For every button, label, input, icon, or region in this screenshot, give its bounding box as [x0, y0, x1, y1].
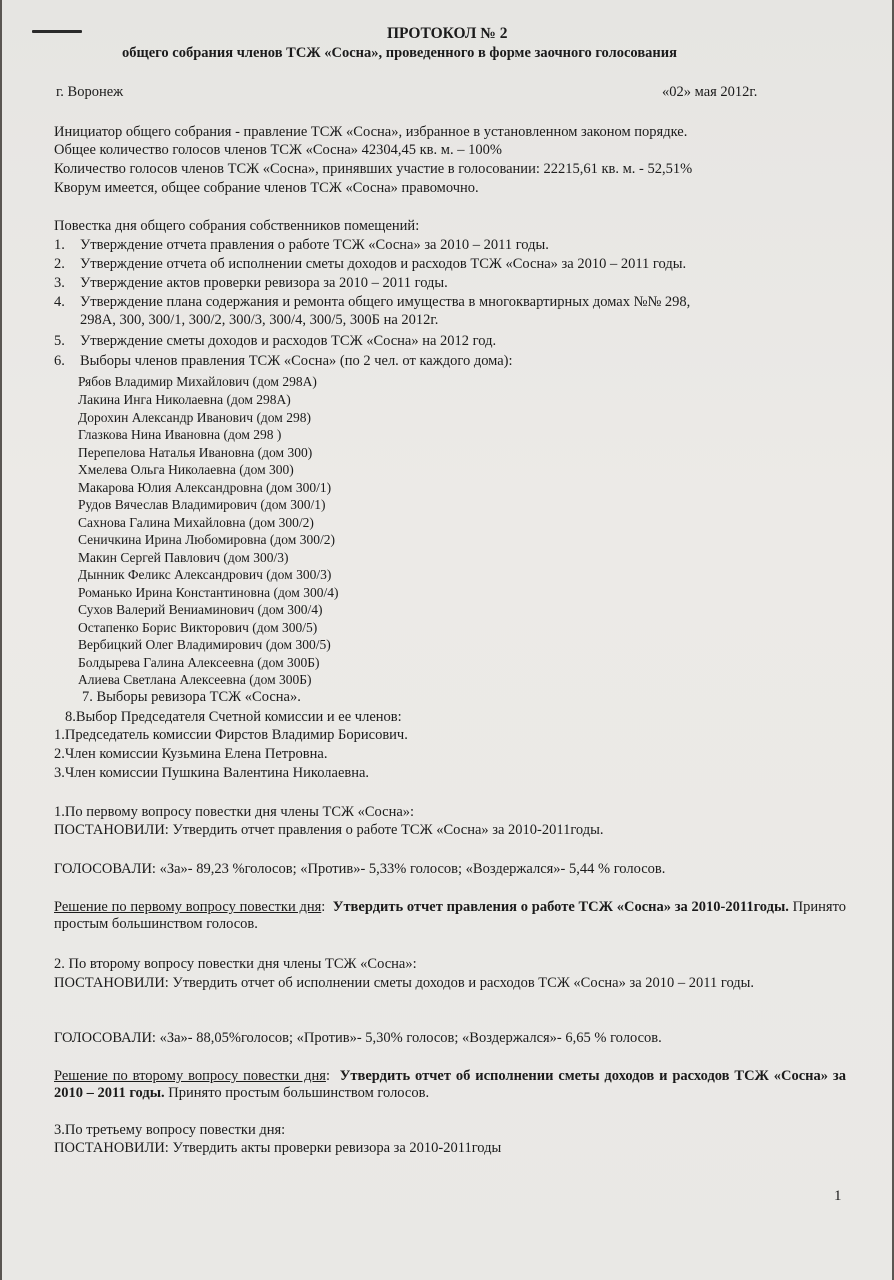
agenda-item-8: 8.Выбор Председателя Счетной комиссии и ее членов:: [65, 709, 402, 725]
question-2-resolved: ПОСТАНОВИЛИ: Утвердить отчет об исполнении сметы доходов и расходов ТСЖ «Сосна» за 2010 – 2011 годы.: [54, 975, 755, 991]
document-title: ПРОТОКОЛ № 2: [387, 25, 508, 42]
ink-mark: [32, 30, 82, 33]
question-2-voted: ГОЛОСОВАЛИ: «За»- 88,05%голосов; «Против»- 5,30% голосов; «Воздержался»- 6,65 % голосов.: [54, 1030, 662, 1046]
question-1-decision: Решение по первому вопросу повестки дня: Утвердить отчет правления о работе ТСЖ «Сосна» за 2010-2011годы. Принято простым большинством голосов.: [54, 899, 846, 932]
info-line: Количество голосов членов ТСЖ «Сосна», принявших участие в голосовании: 22215,61 кв. м. - 52,51%: [54, 161, 693, 177]
agenda-heading: Повестка дня общего собрания собственников помещений:: [54, 218, 420, 234]
decision-text: Утвердить отчет об исполнении сметы доходов и расходов ТСЖ «Сосна» за 2010 – 2011 годы.: [54, 1068, 846, 1101]
decision-note: Принято простым большинством голосов.: [164, 1085, 430, 1101]
agenda-item: Утверждение отчета правления о работе ТСЖ «Сосна» за 2010 – 2011 годы.: [80, 237, 549, 253]
decision-label: Решение по первому вопросу повестки дня: [54, 899, 322, 915]
document-page: [2, 0, 892, 1280]
board-member: Макарова Юлия Александровна (дом 300/1): [78, 480, 332, 495]
question-2-decision: Решение по второму вопросу повестки дня: Утвердить отчет об исполнении сметы доходов и расходов ТСЖ «Сосна» за 2010 – 2011 годы. Принято простым большинством голосов.: [54, 1068, 846, 1101]
board-member: Вербицкий Олег Владимирович (дом 300/5): [78, 637, 331, 652]
decision-text: Утвердить отчет правления о работе ТСЖ «Сосна» за 2010-2011годы.: [332, 899, 789, 915]
info-line: Инициатор общего собрания - правление ТСЖ «Сосна», избранное в установленном законом порядке.: [54, 124, 688, 140]
agenda-number: 3.: [54, 275, 65, 291]
decision-note: Принято простым большинством голосов.: [54, 899, 846, 932]
question-1-resolved: ПОСТАНОВИЛИ: Утвердить отчет правления о работе ТСЖ «Сосна» за 2010-2011годы.: [54, 822, 604, 838]
board-member: Макин Сергей Павлович (дом 300/3): [78, 550, 289, 565]
city: г. Воронеж: [56, 84, 124, 100]
board-member: Сеничкина Ирина Любомировна (дом 300/2): [78, 532, 335, 547]
board-member: Романько Ирина Константиновна (дом 300/4): [78, 585, 339, 600]
commission-member: 2.Член комиссии Кузьмина Елена Петровна.: [54, 746, 328, 762]
board-member: Сухов Валерий Вениаминович (дом 300/4): [78, 602, 323, 617]
agenda-number: 4.: [54, 294, 65, 310]
board-member: Лакина Инга Николаевна (дом 298А): [78, 392, 291, 407]
agenda-item: Выборы членов правления ТСЖ «Сосна» (по 2 чел. от каждого дома):: [80, 353, 513, 369]
board-member: Глазкова Нина Ивановна (дом 298 ): [78, 427, 282, 442]
agenda-number: 6.: [54, 353, 65, 369]
agenda-item-continued: 298А, 300, 300/1, 300/2, 300/3, 300/4, 300/5, 300Б на 2012г.: [80, 312, 439, 328]
board-member: Остапенко Борис Викторович (дом 300/5): [78, 620, 318, 635]
page-number: 1: [834, 1188, 842, 1204]
agenda-item: Утверждение сметы доходов и расходов ТСЖ «Сосна» на 2012 год.: [80, 333, 497, 349]
board-member: Дорохин Александр Иванович (дом 298): [78, 410, 311, 425]
question-3-resolved: ПОСТАНОВИЛИ: Утвердить акты проверки ревизора за 2010-2011годы: [54, 1140, 502, 1156]
board-member: Алиева Светлана Алексеевна (дом 300Б): [78, 672, 312, 687]
board-member: Болдырева Галина Алексеевна (дом 300Б): [78, 655, 320, 670]
question-2-intro: 2. По второму вопросу повестки дня члены ТСЖ «Сосна»:: [54, 956, 417, 972]
agenda-item: Утверждение отчета об исполнении сметы доходов и расходов ТСЖ «Сосна» за 2010 – 2011 годы.: [80, 256, 687, 272]
board-member: Рябов Владимир Михайлович (дом 298А): [78, 374, 317, 389]
agenda-item: Утверждение актов проверки ревизора за 2010 – 2011 годы.: [80, 275, 448, 291]
question-3-intro: 3.По третьему вопросу повестки дня:: [54, 1122, 286, 1138]
date: «02» мая 2012г.: [662, 84, 758, 100]
decision-label: Решение по второму вопросу повестки дня: [54, 1068, 326, 1084]
board-member: Перепелова Наталья Ивановна (дом 300): [78, 445, 313, 460]
agenda-number: 5.: [54, 333, 65, 349]
question-1-intro: 1.По первому вопросу повестки дня члены ТСЖ «Сосна»:: [54, 804, 415, 820]
info-line: Общее количество голосов членов ТСЖ «Сосна» 42304,45 кв. м. – 100%: [54, 142, 502, 158]
board-member: Сахнова Галина Михайловна (дом 300/2): [78, 515, 314, 530]
agenda-number: 1.: [54, 237, 65, 253]
board-member: Дынник Феликс Александрович (дом 300/3): [78, 567, 332, 582]
info-line: Кворум имеется, общее собрание членов ТСЖ «Сосна» правомочно.: [54, 180, 479, 196]
commission-member: 1.Председатель комиссии Фирстов Владимир Борисович.: [54, 727, 408, 743]
document-subtitle: общего собрания членов ТСЖ «Сосна», проведенного в форме заочного голосования: [122, 45, 677, 61]
agenda-item: Утверждение плана содержания и ремонта общего имущества в многоквартирных домах №№ 298,: [80, 294, 691, 310]
board-member: Рудов Вячеслав Владимирович (дом 300/1): [78, 497, 326, 512]
agenda-item-7: 7. Выборы ревизора ТСЖ «Сосна».: [82, 689, 301, 705]
board-member: Хмелева Ольга Николаевна (дом 300): [78, 462, 294, 477]
commission-member: 3.Член комиссии Пушкина Валентина Николаевна.: [54, 765, 370, 781]
agenda-number: 2.: [54, 256, 65, 272]
question-1-voted: ГОЛОСОВАЛИ: «За»- 89,23 %голосов; «Против»- 5,33% голосов; «Воздержался»- 5,44 % голосов.: [54, 861, 666, 877]
